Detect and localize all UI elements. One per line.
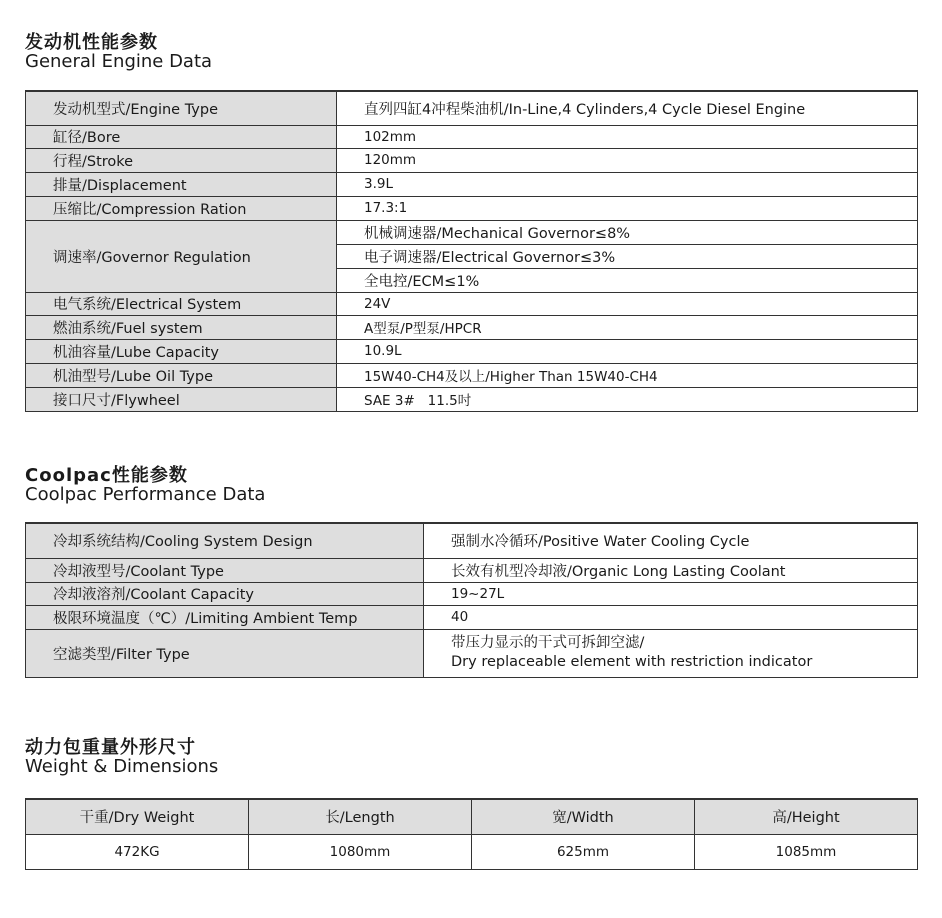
height-header: 高/Height [695, 799, 918, 834]
governor-value-mechanical: 机械调速器/Mechanical Governor≤8% [337, 220, 918, 244]
electrical-label: 电气系统/Electrical System [26, 292, 337, 315]
coolant-type-value: 长效有机型冷却液/Organic Long Lasting Coolant [424, 558, 918, 582]
table-row [26, 834, 918, 869]
table-row [26, 148, 918, 172]
engine-type-label: 发动机型式/Engine Type [26, 91, 337, 125]
governor-value-ecm: 全电控/ECM≤1% [337, 268, 918, 292]
table-row [26, 315, 918, 339]
weight-section-title-cn: 动力包重量外形尺寸 [25, 737, 196, 758]
cooling-design-label: 冷却系统结构/Cooling System Design [26, 523, 424, 558]
dry-weight-header: 干重/Dry Weight [26, 799, 249, 834]
table-row [26, 339, 918, 363]
weight-dimensions-table [25, 798, 918, 870]
stroke-value: 120mm [337, 148, 918, 172]
lube-capacity-value: 10.9L [337, 339, 918, 363]
table-row [26, 558, 918, 582]
ambient-temp-value: 40 [424, 605, 918, 629]
electrical-value: 24V [337, 292, 918, 315]
engine-type-value: 直列四缸4冲程柴油机/In-Line,4 Cylinders,4 Cycle Diesel Engine [337, 91, 918, 125]
table-row [26, 125, 918, 148]
displacement-label: 排量/Displacement [26, 172, 337, 196]
engine-section-title-cn: 发动机性能参数 [25, 32, 158, 53]
fuel-label: 燃油系统/Fuel system [26, 315, 337, 339]
fuel-value: A型泵/P型泵/HPCR [337, 315, 918, 339]
height-value: 1085mm [695, 834, 918, 869]
displacement-value: 3.9L [337, 172, 918, 196]
coolpac-section-title-cn: Coolpac性能参数 [25, 465, 188, 486]
dry-weight-value: 472KG [26, 834, 249, 869]
compression-label: 压缩比/Compression Ration [26, 196, 337, 220]
coolant-type-label: 冷却液型号/Coolant Type [26, 558, 424, 582]
table-row [26, 91, 918, 125]
table-row [26, 196, 918, 220]
weight-section-title-en: Weight & Dimensions [25, 756, 219, 777]
table-row [26, 799, 918, 834]
bore-label: 缸径/Bore [26, 125, 337, 148]
lube-oil-value: 15W40-CH4及以上/Higher Than 15W40-CH4 [337, 363, 918, 387]
engine-data-table [25, 90, 918, 412]
table-row [26, 292, 918, 315]
compression-value: 17.3:1 [337, 196, 918, 220]
governor-label: 调速率/Governor Regulation [26, 220, 337, 292]
width-header: 宽/Width [472, 799, 695, 834]
filter-type-value-line1: 带压力显示的干式可拆卸空滤/ [451, 635, 645, 651]
filter-type-value [424, 629, 918, 677]
coolpac-data-table [25, 522, 918, 678]
coolant-capacity-label: 冷却液溶剂/Coolant Capacity [26, 582, 424, 605]
table-row [26, 582, 918, 605]
table-row [26, 605, 918, 629]
table-row [26, 523, 918, 558]
lube-capacity-label: 机油容量/Lube Capacity [26, 339, 337, 363]
engine-section-title-en: General Engine Data [25, 51, 213, 72]
coolant-capacity-value: 19~27L [424, 582, 918, 605]
table-row [26, 172, 918, 196]
filter-type-value-line2: Dry replaceable element with restriction indicator [451, 654, 813, 670]
ambient-temp-label: 极限环境温度（℃）/Limiting Ambient Temp [26, 605, 424, 629]
table-row [26, 629, 918, 677]
bore-value: 102mm [337, 125, 918, 148]
coolpac-section-title-en: Coolpac Performance Data [25, 484, 266, 505]
length-value: 1080mm [249, 834, 472, 869]
filter-type-label: 空滤类型/Filter Type [26, 629, 424, 677]
lube-oil-label: 机油型号/Lube Oil Type [26, 363, 337, 387]
table-row [26, 220, 918, 244]
length-header: 长/Length [249, 799, 472, 834]
governor-value-electrical: 电子调速器/Electrical Governor≤3% [337, 244, 918, 268]
stroke-label: 行程/Stroke [26, 148, 337, 172]
table-row [26, 363, 918, 387]
width-value: 625mm [472, 834, 695, 869]
flywheel-label: 接口尺寸/Flywheel [26, 387, 337, 411]
flywheel-value: SAE 3# 11.5吋 [337, 387, 918, 411]
table-row [26, 387, 918, 411]
cooling-design-value: 强制水冷循环/Positive Water Cooling Cycle [424, 523, 918, 558]
